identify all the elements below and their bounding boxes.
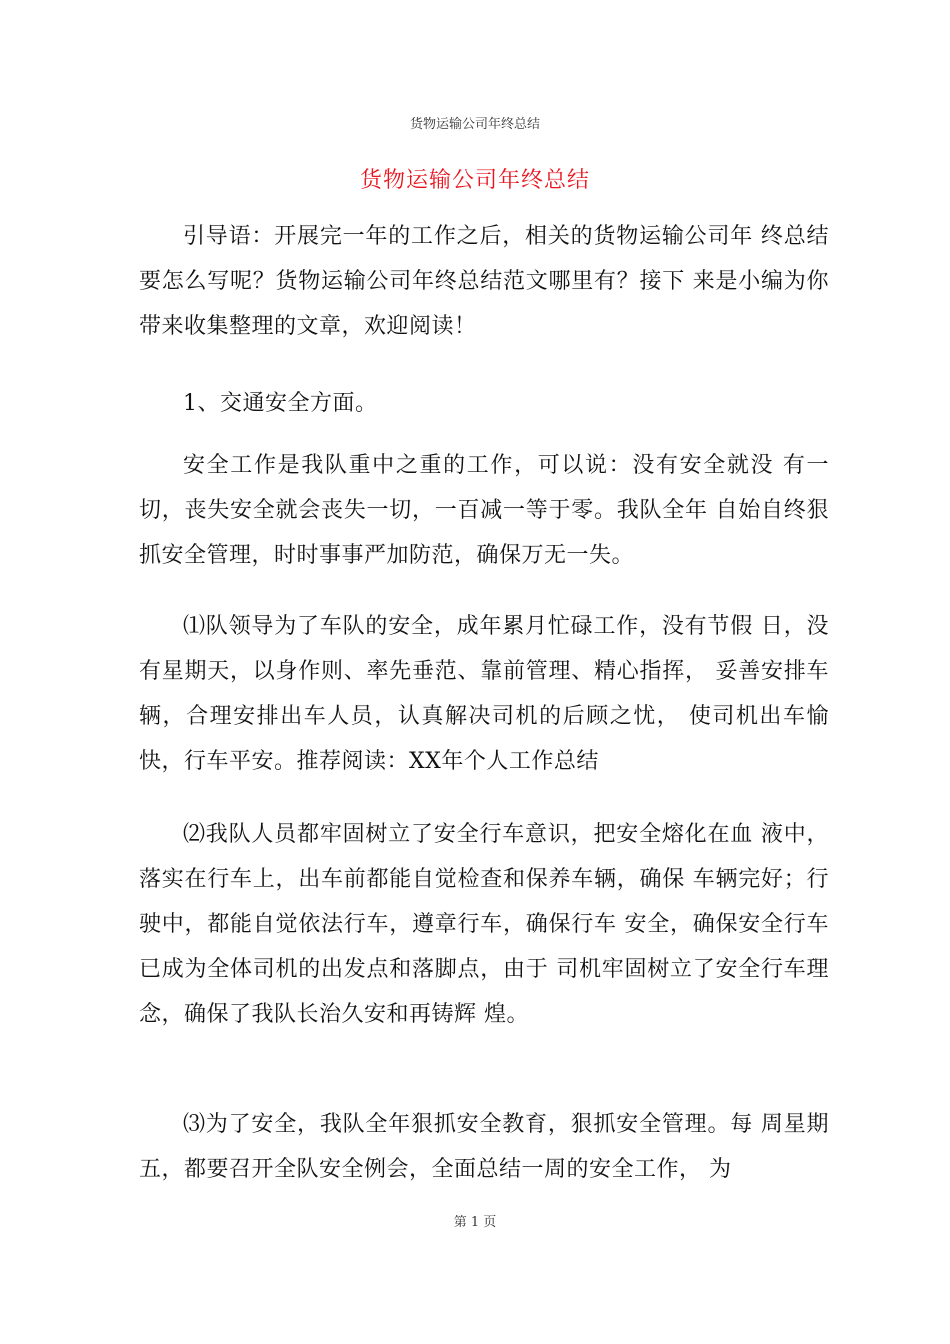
section-heading-traffic-safety: 1、交通安全方面。 [183, 391, 378, 416]
list-item-education: ⑶为了安全，我队全年狠抓安全教育，狠抓安全管理。每 周星期五，都要召开全队安全例会，全面总结一周的安全工作， 为 [139, 1112, 829, 1182]
page-number: 第 1 页 [453, 1215, 497, 1230]
list-item-leadership: ⑴队领导为了车队的安全，成年累月忙碌工作，没有节假 日，没有星期天，以身作则、率先垂范、靠前管理、精心指挥， 妥善安排车辆，合理安排出车人员，认真解决司机的后顾之忧， 使司机出车愉快，行车平安。推荐阅读：XX年个人工作总结 [139, 614, 829, 774]
safety-overview-paragraph: 安全工作是我队重中之重的工作，可以说：没有安全就没 有一切，丧失安全就会丧失一切，一百减一等于零。我队全年 自始自终狠抓安全管理，时时事事严加防范，确保万无一失。 [139, 453, 829, 568]
running-header: 货物运输公司年终总结 [409, 117, 540, 132]
document-title: 货物运输公司年终总结 [359, 168, 590, 193]
intro-paragraph: 引导语：开展完一年的工作之后，相关的货物运输公司年 终总结要怎么写呢？货物运输公司年终总结范文哪里有？接下 来是小编为你带来收集整理的文章，欢迎阅读！ [139, 224, 829, 339]
list-item-awareness: ⑵我队人员都牢固树立了安全行车意识，把安全熔化在血 液中，落实在行车上，出车前都能自觉检查和保养车辆，确保 车辆完好；行驶中，都能自觉依法行车，遵章行车，确保行车 安全，确保安全行车已成为全体司机的出发点和落脚点，由于 司机牢固树立了安全行车理念，确保了我队长治久安和再铸辉 煌。 [139, 822, 829, 1027]
